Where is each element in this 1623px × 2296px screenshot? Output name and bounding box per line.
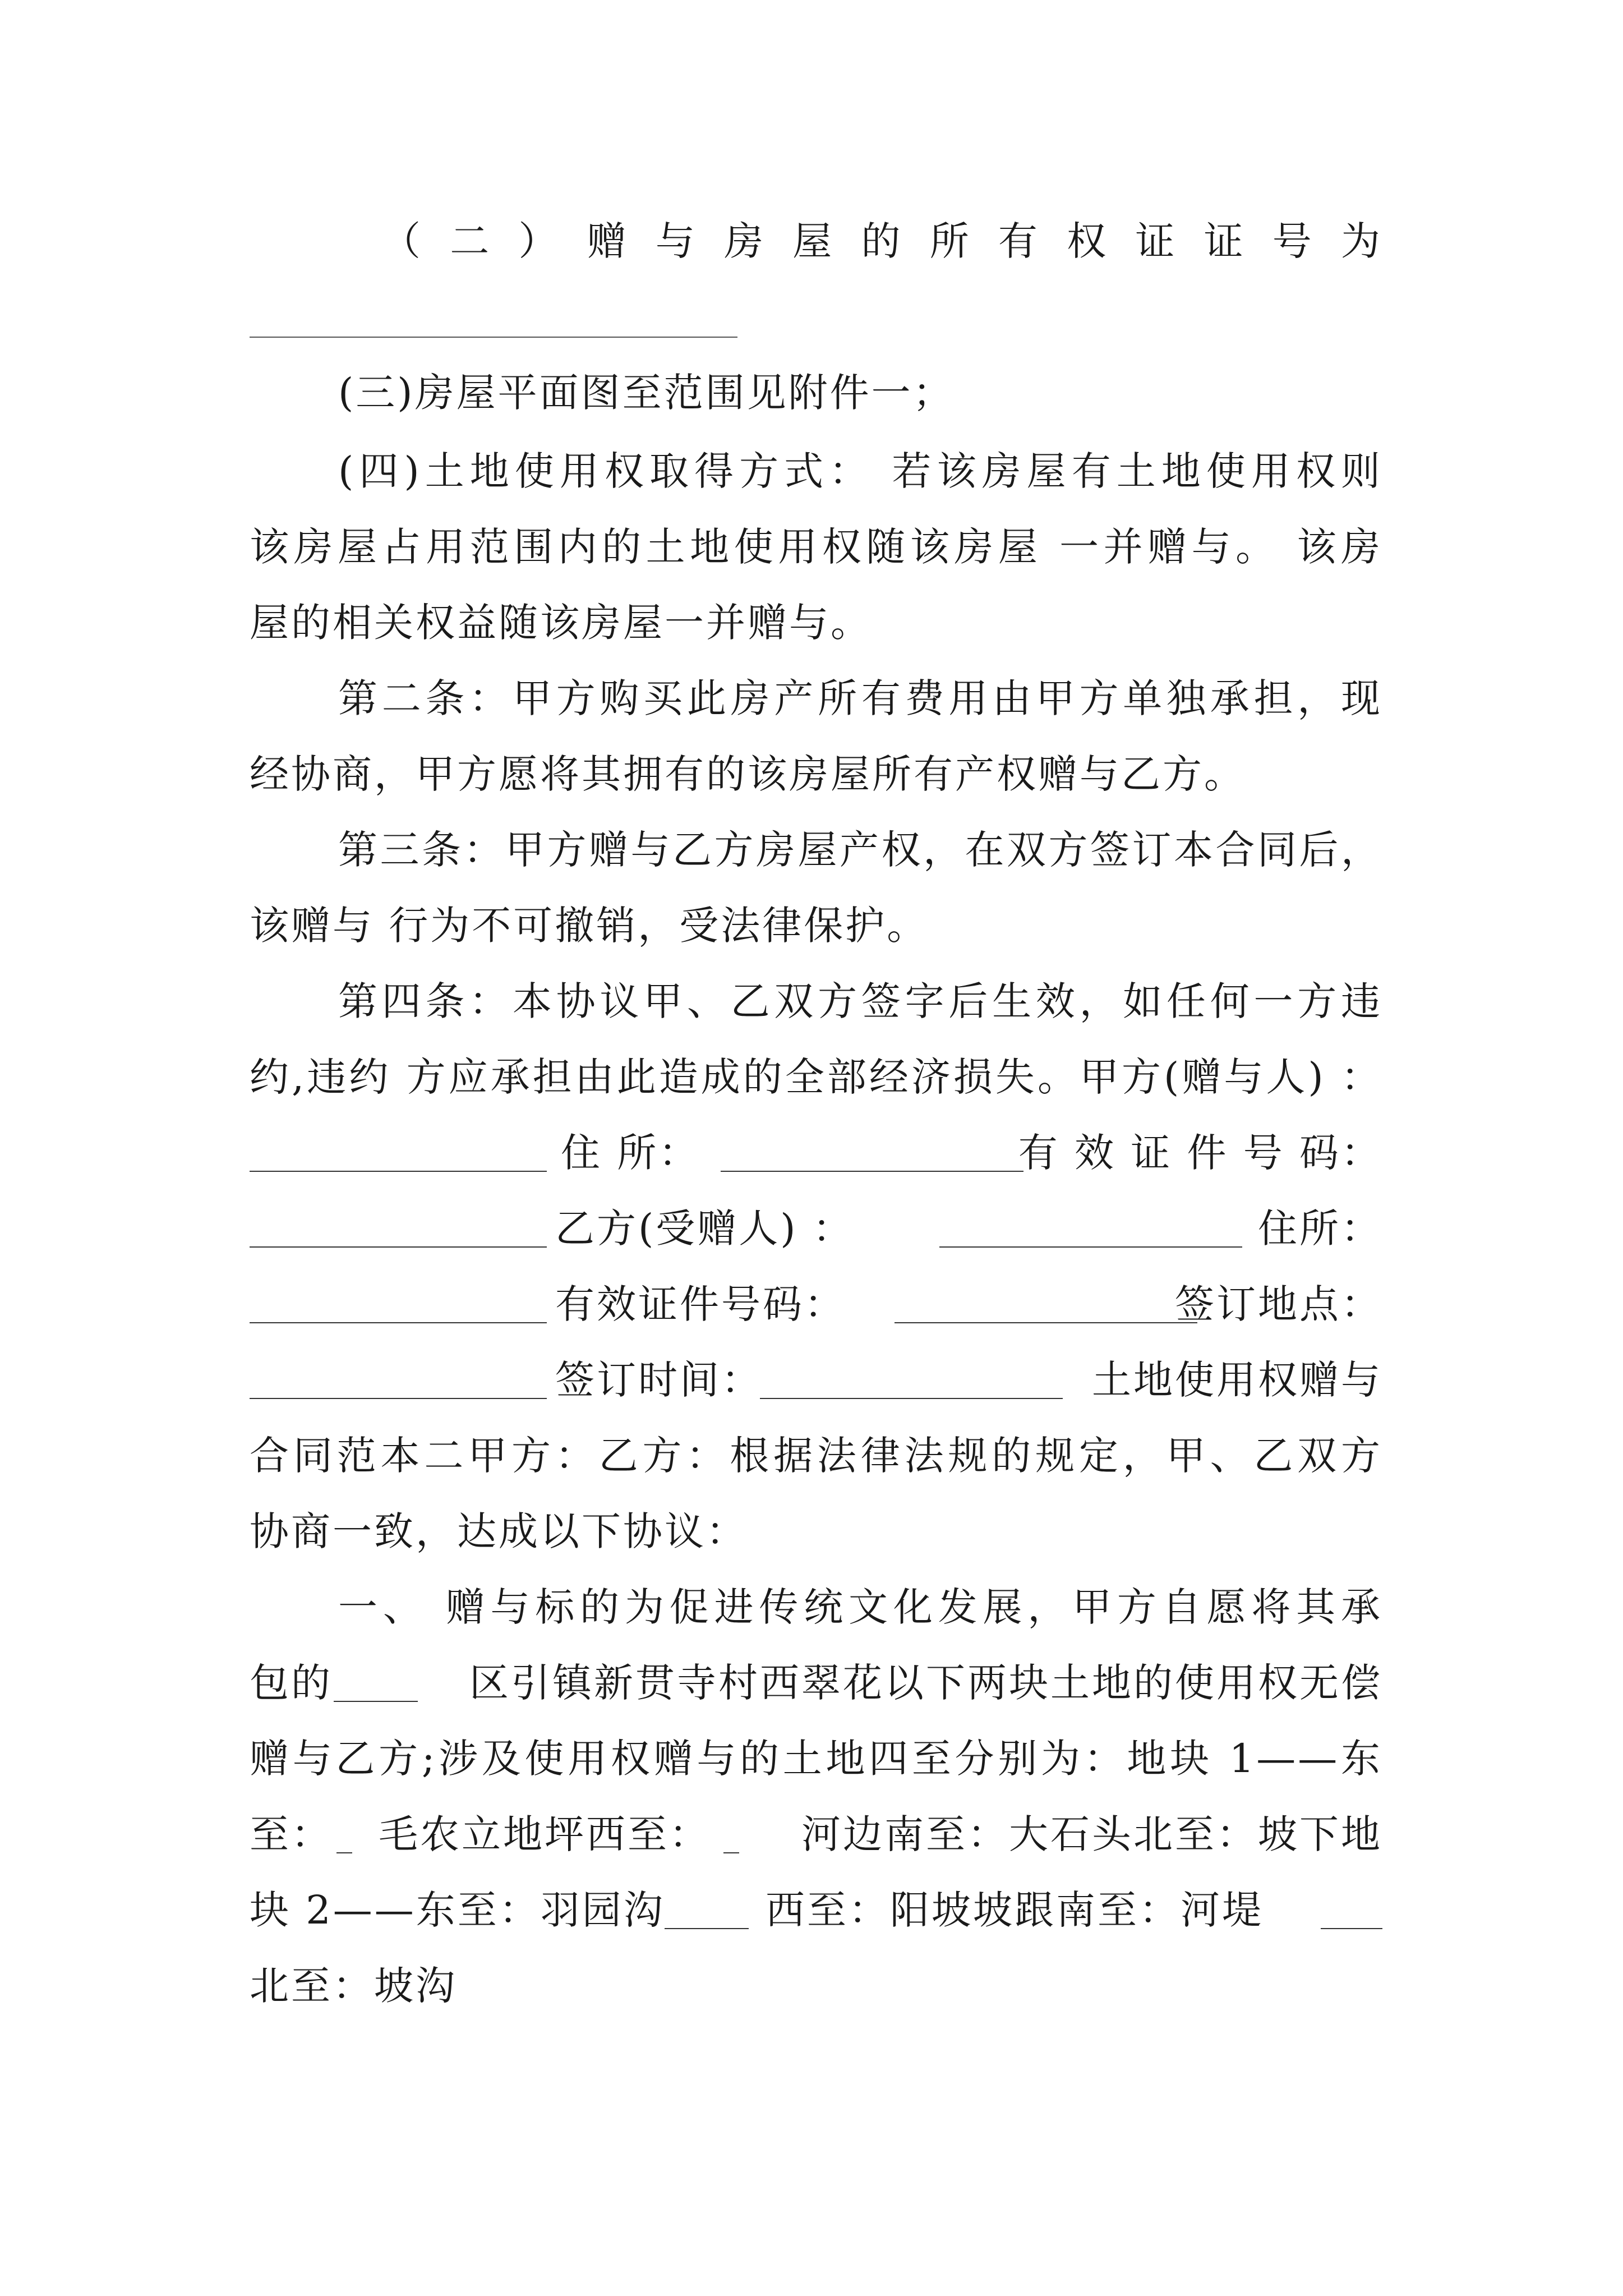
text-segment: 毛农立地坪西至：	[379, 1811, 711, 1857]
certificate-number-blank	[250, 337, 737, 338]
article-3-line1: 第三条：甲方赠与乙方房屋产权，在双方签订本合同后，	[338, 827, 1382, 873]
article-3-line2: 该赠与 行为不可撤销，受法律保护。	[250, 903, 929, 949]
clause-4-line1: (四)土地使用权取得方式： 若该房屋有土地使用权则	[338, 448, 1382, 494]
blank-line[interactable]	[1321, 1928, 1382, 1929]
blank-line[interactable]	[250, 1246, 547, 1248]
id-number-label: 有效证件号码：	[555, 1281, 846, 1327]
text-segment: 块 2——东至：羽园沟	[250, 1887, 665, 1933]
blank-line[interactable]	[939, 1246, 1242, 1248]
blank-line[interactable]	[760, 1398, 1063, 1399]
blank-line[interactable]	[721, 1171, 1023, 1172]
section-1-line3: 赠与乙方;涉及使用权赠与的土地四至分别为：地块 1——东	[250, 1736, 1382, 1782]
section-1-line6: 北至：坡沟	[250, 1963, 457, 2009]
party-b-row	[250, 1200, 1382, 1257]
signing-time-label: 签订时间：	[555, 1357, 763, 1403]
signing-place-label: 签订地点：	[1175, 1281, 1382, 1327]
text-segment: 河边南至：大石头北至：坡下地	[801, 1811, 1382, 1857]
blank-line[interactable]	[895, 1322, 1197, 1323]
template-2-intro: 合同范本二甲方：乙方：根据法律法规的规定，甲、乙双方	[250, 1433, 1382, 1479]
blank-line[interactable]	[250, 1171, 547, 1172]
address-label: 住 所：	[561, 1130, 700, 1176]
section-1-line4	[250, 1806, 1382, 1862]
clause-4-line2: 该房屋占用范围内的土地使用权随该房屋 一并赠与。 该房	[250, 524, 1382, 570]
template-2-intro-2: 协商一致，达成以下协议：	[250, 1508, 748, 1554]
party-a-row	[250, 1125, 1382, 1181]
clause-2-title: （ 二 ） 赠 与 房 屋 的 所 有 权 证 证 号 为	[381, 218, 1382, 264]
id-number-label: 有 效 证 件 号 码：	[1018, 1130, 1382, 1176]
article-2-line1: 第二条：甲方购买此房产所有费用由甲方单独承担，现	[338, 675, 1382, 721]
blank-line[interactable]	[334, 1701, 418, 1702]
party-b-label: 乙方(受赠人) ：	[555, 1205, 854, 1251]
clause-4-line3: 屋的相关权益随该房屋一并赠与。	[250, 600, 872, 646]
section-1-line2	[250, 1655, 1382, 1711]
blank-line[interactable]	[250, 1322, 547, 1323]
text-segment: 西至：阳坡坡跟南至：河堤	[766, 1887, 1264, 1933]
clause-3: (三)房屋平面图至范围见附件一；	[338, 370, 955, 416]
id-place-row	[250, 1276, 1382, 1332]
blank-line[interactable]	[665, 1928, 749, 1929]
template-title-start: 土地使用权赠与	[1092, 1357, 1382, 1403]
blank-line[interactable]	[250, 1398, 547, 1399]
text-segment: 区引镇新贯寺村西翠花以下两块土地的使用权无偿	[469, 1660, 1382, 1706]
blank-line[interactable]	[336, 1852, 352, 1853]
article-2-line2: 经协商，甲方愿将其拥有的该房屋所有产权赠与乙方。	[250, 751, 1246, 797]
blank-line[interactable]	[723, 1852, 739, 1853]
article-4-line2: 约,违约 方应承担由此造成的全部经济损失。甲方(赠与人) ：	[250, 1054, 1382, 1100]
text-segment: 至：	[250, 1811, 333, 1857]
signing-time-row	[250, 1352, 1382, 1408]
section-1-line5	[250, 1882, 1382, 1938]
article-4-line1: 第四条：本协议甲、乙双方签字后生效，如任何一方违	[338, 978, 1382, 1024]
section-1-line1: 一、 赠与标的为促进传统文化发展，甲方自愿将其承	[338, 1584, 1382, 1630]
text-segment: 包的	[250, 1660, 333, 1706]
address-label: 住所：	[1258, 1205, 1382, 1251]
